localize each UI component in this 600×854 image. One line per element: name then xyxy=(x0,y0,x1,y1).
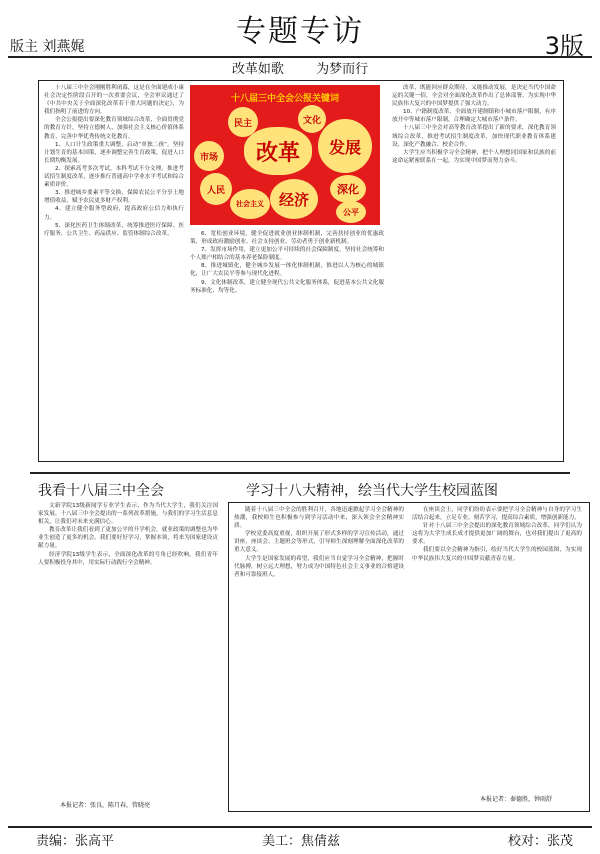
right-article-col1 xyxy=(234,506,404,804)
page-number: 3版 xyxy=(544,32,584,60)
paragraph: 文新学院13级新闻学专业学生表示，作为当代大学生，我们关注国家发展。十八届三中全会提出的一系列改革措施，与我们的学习生活息息相关，让我们对未来充满信心。 xyxy=(38,503,218,526)
paragraph: 7、发挥市场作用，建立更加公平可持续的社会保障制度，坚持社会统筹和个人账户相结合的基本养老保险制度。 xyxy=(190,247,384,262)
header-subtitle xyxy=(0,58,600,77)
paragraph: 3、推进城乡要素平等交换，保障农民公平分享土地增值收益，赋予农民更多财产权利。 xyxy=(44,190,184,205)
keyword-bubble: 社会主义 xyxy=(230,189,270,219)
page-title: 专题专访 xyxy=(236,14,364,49)
footer-editor: 责编：张高平 xyxy=(36,834,115,849)
paragraph: 十八届三中全会对高等教育改革提出了新的要求，深化教育领域综合改革，推进考试招生制度改革，加快现代职业教育体系建设，深化产教融合、校企合作。 xyxy=(392,125,556,148)
main-article-col1 xyxy=(44,84,184,456)
paragraph: 教育改革让我们看到了更加公平的升学机会，就业政策的调整也为毕业生创造了更多的机会。我们要好好学习，掌握本领，将来为国家建设贡献力量。 xyxy=(38,527,218,550)
section-divider xyxy=(30,472,570,474)
left-article-body xyxy=(38,502,218,792)
keyword-center-bubble: 改革 xyxy=(244,127,312,175)
keyword-bubble: 文化 xyxy=(298,105,326,133)
paragraph: 全会公报提出要深化教育领域综合改革，全面贯彻党的教育方针，坚持立德树人，加强社会主义核心价值体系教育，完善中华优秀传统文化教育。 xyxy=(44,117,184,140)
paragraph: 在座谈会上，同学们纷纷表示要把学习全会精神与自身的学习生活结合起来，立足专业，刻苦学习，提高综合素质，增强创新能力。 xyxy=(412,507,582,522)
graphic-title: 十八届三中全会公报关键词 xyxy=(230,94,339,104)
main-article-col2 xyxy=(190,230,384,456)
keyword-bubble: 公平 xyxy=(336,201,366,223)
keyword-bubble: 民主 xyxy=(228,107,258,137)
keyword-bubble: 市场 xyxy=(194,141,224,171)
right-article-col2 xyxy=(412,506,582,786)
paragraph: 改革，既能回应群众期待，又能推动发展，是决定当代中国命运的关键一招。全会对全面深化改革作出了总体部署，为实现中华民族伟大复兴的中国梦提供了强大动力。 xyxy=(392,85,556,108)
keyword-bubble: 经济 xyxy=(270,179,318,219)
right-article-title: 学习十八大精神，绘当代大学生校园蓝图 xyxy=(246,483,498,499)
right-article-signature: 本报记者：秦德胜，钟雨舒 xyxy=(480,796,553,803)
keyword-bubble: 深化 xyxy=(330,175,366,203)
left-article-signature: 本报记者：张良，陈月春，管晓亮 xyxy=(60,802,151,809)
keyword-graphic xyxy=(190,85,380,225)
paragraph: 随着十八届三中全会的胜利召开，各地迅速掀起学习全会精神的热潮，我校师生也积极参与到学习活动中来，深入领会全会精神实质。 xyxy=(234,507,404,530)
paragraph: 十八届三中全会刚刚胜利闭幕，这是在全面建成小康社会决定性阶段召开的一次重要会议，全会审议通过了《中共中央关于全面深化改革若干重大问题的决定》，为我们指明了前进的方向。 xyxy=(44,85,184,116)
main-article-col3 xyxy=(392,84,556,456)
paragraph: 10、户籍制度改革，全面放开建制镇和小城市落户限制，有序放开中等城市落户限制，合理确定大城市落户条件。 xyxy=(392,109,556,124)
paragraph: 5、深化医药卫生体制改革，统筹推进医疗保障、医疗服务、公共卫生、药品供应、监管体制综合改革。 xyxy=(44,222,184,237)
keyword-bubble: 发展 xyxy=(318,119,372,173)
paragraph: 4、建立健全服务型政府，提高政府公信力和执行力。 xyxy=(44,206,184,221)
paragraph: 8、推进城镇化，健全城乡发展一体化体制机制，推进以人为核心的城镇化，让广大农民平等参与现代化进程。 xyxy=(190,263,384,278)
footer-proofreader: 校对：张茂 xyxy=(508,834,574,849)
footer-designer: 美工：焦倩兹 xyxy=(262,834,341,849)
footer-rule xyxy=(8,826,592,828)
left-article-title: 我看十八届三中全会 xyxy=(38,483,164,499)
paragraph: 大学生应当积极学习全会精神，把个人理想同国家和民族的前途命运紧密联系在一起，为实现中国梦而努力奋斗。 xyxy=(392,149,556,164)
paragraph: 我们要以全会精神为指引，绘好当代大学生的校园蓝图，为实现中华民族伟大复兴的中国梦贡献青春力量。 xyxy=(412,547,582,562)
keyword-bubble: 人民 xyxy=(200,173,232,205)
paragraph: 针对十八届三中全会提出的深化教育领域综合改革，同学们认为这将为大学生成长成才提供更加广阔的舞台，也对我们提出了更高的要求。 xyxy=(412,523,582,546)
paragraph: 6、宽松创业环境，健全促进就业创业体制机制，完善扶持创业的优惠政策，形成政府激励创业、社会支持创业、劳动者勇于创业新机制。 xyxy=(190,231,384,246)
paragraph: 大学生是国家发展的希望，我们应当自觉学习全会精神，把握时代脉搏，树立远大理想，努力成为中国特色社会主义事业的合格建设者和可靠接班人。 xyxy=(234,555,404,578)
paragraph: 经济学院13级学生表示，全面深化改革的号角已经吹响，我们青年人要积极投身其中，用实际行动践行全会精神。 xyxy=(38,551,218,566)
paragraph: 9、文化体制改革，建立健全现代公共文化服务体系，促进基本公共文化服务标准化、均等化。 xyxy=(190,279,384,294)
subtitle-left: 改革如歌 xyxy=(231,62,284,77)
paragraph: 1、人口计生政策重大调整，启动“单独二孩”。坚持计划生育的基本国策，逐步调整完善生育政策，促进人口长期均衡发展。 xyxy=(44,141,184,164)
subtitle-right: 为梦而行 xyxy=(316,62,369,77)
paragraph: 2、探索高考多次考试，本科考试不分文理。推进考试招生制度改革，逐步推行普通高中学业水平考试和综合素质评价。 xyxy=(44,165,184,189)
page-editor: 版主 刘燕娓 xyxy=(10,39,85,55)
paragraph: 学校党委高度重视，组织开展了形式多样的学习宣传活动，通过讲座、座谈会、主题班会等形式，引导师生深刻理解全面深化改革的重大意义。 xyxy=(234,531,404,554)
